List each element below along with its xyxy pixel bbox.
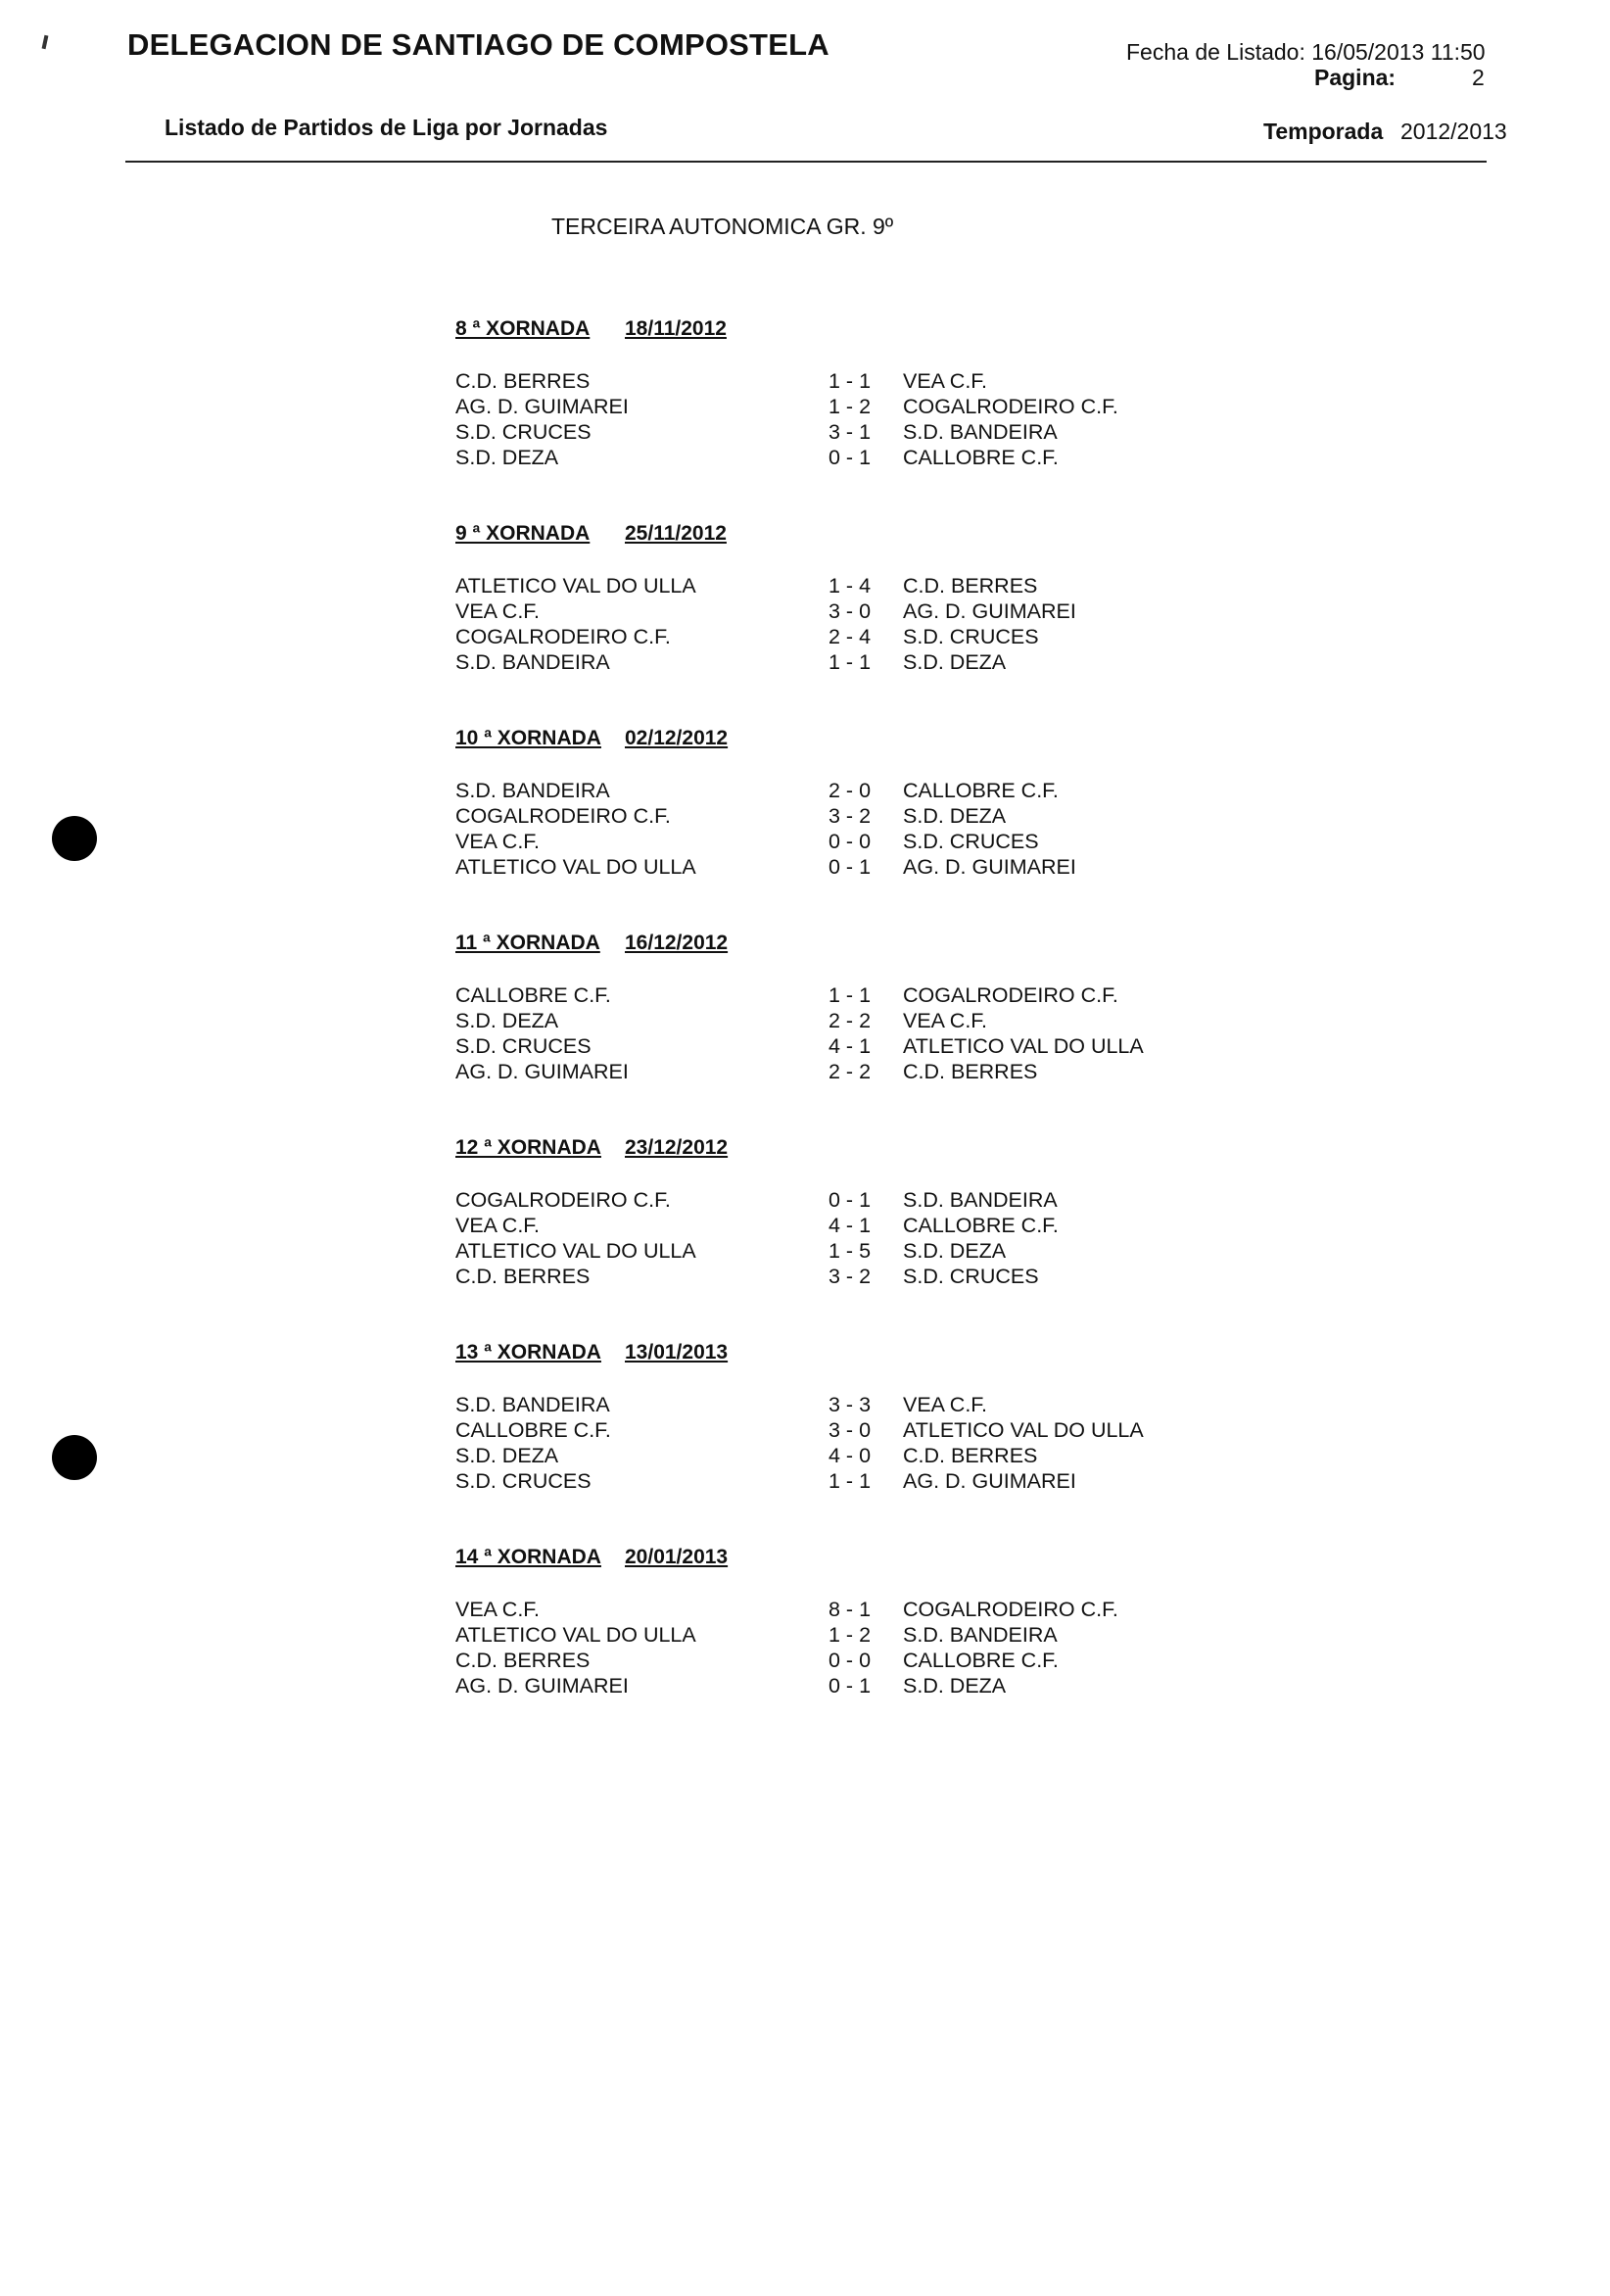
match-row bbox=[455, 419, 1200, 445]
away-team: S.D. CRUCES bbox=[903, 830, 1039, 853]
home-team: VEA C.F. bbox=[455, 599, 541, 623]
score: 3 - 2 bbox=[829, 804, 872, 828]
match-row bbox=[455, 1392, 1200, 1417]
home-team: AG. D. GUIMAREI bbox=[455, 1060, 629, 1083]
home-team: VEA C.F. bbox=[455, 1214, 541, 1237]
match-row bbox=[455, 854, 1200, 880]
score: 2 - 2 bbox=[829, 1060, 872, 1083]
away-team: CALLOBRE C.F. bbox=[903, 779, 1059, 802]
score: 0 - 1 bbox=[829, 446, 872, 469]
match-row bbox=[455, 778, 1200, 803]
punch-hole bbox=[52, 1435, 97, 1480]
match-row bbox=[455, 1059, 1200, 1084]
home-team: AG. D. GUIMAREI bbox=[455, 395, 629, 418]
round-block bbox=[455, 1136, 1200, 1289]
match-row bbox=[455, 1238, 1200, 1264]
round-header bbox=[455, 522, 1200, 548]
match-row bbox=[455, 1008, 1200, 1033]
away-team: CALLOBRE C.F. bbox=[903, 1214, 1059, 1237]
round-date: 20/01/2013 bbox=[625, 1546, 729, 1568]
round-block bbox=[455, 727, 1200, 880]
round-date: 23/12/2012 bbox=[625, 1136, 729, 1159]
away-team: VEA C.F. bbox=[903, 1393, 988, 1416]
away-team: S.D. DEZA bbox=[903, 1239, 1007, 1263]
match-row bbox=[455, 1213, 1200, 1238]
away-team: CALLOBRE C.F. bbox=[903, 446, 1059, 469]
home-team: VEA C.F. bbox=[455, 830, 541, 853]
match-row bbox=[455, 445, 1200, 470]
score: 2 - 0 bbox=[829, 779, 872, 802]
home-team: S.D. DEZA bbox=[455, 446, 559, 469]
away-team: COGALRODEIRO C.F. bbox=[903, 983, 1118, 1007]
score: 0 - 1 bbox=[829, 855, 872, 879]
home-team: COGALRODEIRO C.F. bbox=[455, 804, 671, 828]
match-row bbox=[455, 829, 1200, 854]
score: 3 - 1 bbox=[829, 420, 872, 444]
match-row bbox=[455, 1622, 1200, 1648]
home-team: CALLOBRE C.F. bbox=[455, 1418, 611, 1442]
organization-title: DELEGACION DE SANTIAGO DE COMPOSTELA bbox=[127, 27, 829, 62]
home-team: ATLETICO VAL DO ULLA bbox=[455, 1623, 696, 1647]
score: 2 - 4 bbox=[829, 625, 872, 648]
score: 0 - 0 bbox=[829, 830, 872, 853]
round-name: 8 ª XORNADA bbox=[455, 317, 591, 340]
home-team: ATLETICO VAL DO ULLA bbox=[455, 1239, 696, 1263]
away-team: AG. D. GUIMAREI bbox=[903, 1469, 1076, 1493]
score: 1 - 1 bbox=[829, 369, 872, 393]
round-header bbox=[455, 932, 1200, 957]
match-row bbox=[455, 803, 1200, 829]
home-team: C.D. BERRES bbox=[455, 1649, 591, 1672]
score: 0 - 0 bbox=[829, 1649, 872, 1672]
punch-hole bbox=[52, 816, 97, 861]
away-team: C.D. BERRES bbox=[903, 1444, 1038, 1467]
match-row bbox=[455, 573, 1200, 598]
match-row bbox=[455, 1443, 1200, 1468]
home-team: VEA C.F. bbox=[455, 1598, 541, 1621]
match-row bbox=[455, 1417, 1200, 1443]
round-header bbox=[455, 1136, 1200, 1162]
round-name: 10 ª XORNADA bbox=[455, 727, 601, 749]
season-value: 2012/2013 bbox=[1400, 119, 1507, 144]
away-team: S.D. BANDEIRA bbox=[903, 420, 1058, 444]
score: 1 - 1 bbox=[829, 650, 872, 674]
score: 1 - 2 bbox=[829, 395, 872, 418]
score: 1 - 4 bbox=[829, 574, 872, 598]
home-team: S.D. CRUCES bbox=[455, 1034, 592, 1058]
home-team: ATLETICO VAL DO ULLA bbox=[455, 574, 696, 598]
away-team: S.D. BANDEIRA bbox=[903, 1623, 1058, 1647]
home-team: COGALRODEIRO C.F. bbox=[455, 1188, 671, 1212]
round-block bbox=[455, 1341, 1200, 1494]
page-label: Pagina: bbox=[1314, 65, 1397, 90]
home-team: COGALRODEIRO C.F. bbox=[455, 625, 671, 648]
round-block bbox=[455, 932, 1200, 1084]
away-team: VEA C.F. bbox=[903, 369, 988, 393]
match-row bbox=[455, 368, 1200, 394]
match-row bbox=[455, 1033, 1200, 1059]
away-team: CALLOBRE C.F. bbox=[903, 1649, 1059, 1672]
match-row bbox=[455, 1468, 1200, 1494]
score: 3 - 0 bbox=[829, 599, 872, 623]
round-name: 14 ª XORNADA bbox=[455, 1546, 601, 1568]
away-team: COGALRODEIRO C.F. bbox=[903, 395, 1118, 418]
round-header bbox=[455, 1546, 1200, 1571]
score: 0 - 1 bbox=[829, 1188, 872, 1212]
away-team: VEA C.F. bbox=[903, 1009, 988, 1032]
score: 3 - 0 bbox=[829, 1418, 872, 1442]
home-team: S.D. DEZA bbox=[455, 1444, 559, 1467]
score: 4 - 1 bbox=[829, 1034, 872, 1058]
away-team: S.D. CRUCES bbox=[903, 625, 1039, 648]
match-row bbox=[455, 1673, 1200, 1698]
match-row bbox=[455, 624, 1200, 649]
scan-mark bbox=[42, 35, 49, 50]
match-row bbox=[455, 649, 1200, 675]
round-block bbox=[455, 317, 1200, 470]
round-date: 13/01/2013 bbox=[625, 1341, 729, 1363]
round-name: 12 ª XORNADA bbox=[455, 1136, 601, 1159]
match-row bbox=[455, 1187, 1200, 1213]
score: 1 - 1 bbox=[829, 983, 872, 1007]
round-date: 02/12/2012 bbox=[625, 727, 729, 749]
competition-title: TERCEIRA AUTONOMICA GR. 9º bbox=[551, 214, 894, 239]
round-name: 13 ª XORNADA bbox=[455, 1341, 601, 1363]
away-team: S.D. DEZA bbox=[903, 1674, 1007, 1698]
score: 2 - 2 bbox=[829, 1009, 872, 1032]
home-team: S.D. DEZA bbox=[455, 1009, 559, 1032]
away-team: S.D. CRUCES bbox=[903, 1265, 1039, 1288]
home-team: AG. D. GUIMAREI bbox=[455, 1674, 629, 1698]
away-team: AG. D. GUIMAREI bbox=[903, 599, 1076, 623]
round-header bbox=[455, 727, 1200, 752]
home-team: S.D. BANDEIRA bbox=[455, 1393, 610, 1416]
home-team: C.D. BERRES bbox=[455, 369, 591, 393]
score: 4 - 1 bbox=[829, 1214, 872, 1237]
match-row bbox=[455, 394, 1200, 419]
round-block bbox=[455, 522, 1200, 675]
home-team: S.D. BANDEIRA bbox=[455, 650, 610, 674]
home-team: ATLETICO VAL DO ULLA bbox=[455, 855, 696, 879]
round-date: 18/11/2012 bbox=[625, 317, 727, 340]
away-team: AG. D. GUIMAREI bbox=[903, 855, 1076, 879]
score: 1 - 5 bbox=[829, 1239, 872, 1263]
season-label: Temporada bbox=[1263, 119, 1384, 144]
round-name: 11 ª XORNADA bbox=[455, 932, 600, 954]
home-team: S.D. BANDEIRA bbox=[455, 779, 610, 802]
away-team: S.D. DEZA bbox=[903, 804, 1007, 828]
match-row bbox=[455, 598, 1200, 624]
match-row bbox=[455, 982, 1200, 1008]
round-name: 9 ª XORNADA bbox=[455, 522, 591, 545]
score: 8 - 1 bbox=[829, 1598, 872, 1621]
report-subtitle: Listado de Partidos de Liga por Jornadas bbox=[165, 115, 608, 140]
score: 1 - 1 bbox=[829, 1469, 872, 1493]
away-team: C.D. BERRES bbox=[903, 1060, 1038, 1083]
round-date: 25/11/2012 bbox=[625, 522, 727, 545]
match-row bbox=[455, 1597, 1200, 1622]
match-row bbox=[455, 1648, 1200, 1673]
home-team: C.D. BERRES bbox=[455, 1265, 591, 1288]
away-team: S.D. BANDEIRA bbox=[903, 1188, 1058, 1212]
away-team: S.D. DEZA bbox=[903, 650, 1007, 674]
score: 3 - 3 bbox=[829, 1393, 872, 1416]
home-team: S.D. CRUCES bbox=[455, 1469, 592, 1493]
round-date: 16/12/2012 bbox=[625, 932, 729, 954]
page-number: 2 bbox=[1472, 65, 1485, 90]
match-row bbox=[455, 1264, 1200, 1289]
home-team: CALLOBRE C.F. bbox=[455, 983, 611, 1007]
away-team: ATLETICO VAL DO ULLA bbox=[903, 1418, 1144, 1442]
score: 3 - 2 bbox=[829, 1265, 872, 1288]
listing-date: Fecha de Listado: 16/05/2013 11:50 bbox=[1126, 39, 1486, 65]
away-team: COGALRODEIRO C.F. bbox=[903, 1598, 1118, 1621]
score: 1 - 2 bbox=[829, 1623, 872, 1647]
round-block bbox=[455, 1546, 1200, 1698]
score: 4 - 0 bbox=[829, 1444, 872, 1467]
away-team: ATLETICO VAL DO ULLA bbox=[903, 1034, 1144, 1058]
round-header bbox=[455, 1341, 1200, 1366]
score: 0 - 1 bbox=[829, 1674, 872, 1698]
home-team: S.D. CRUCES bbox=[455, 420, 592, 444]
header-divider bbox=[125, 161, 1487, 163]
away-team: C.D. BERRES bbox=[903, 574, 1038, 598]
round-header bbox=[455, 317, 1200, 343]
